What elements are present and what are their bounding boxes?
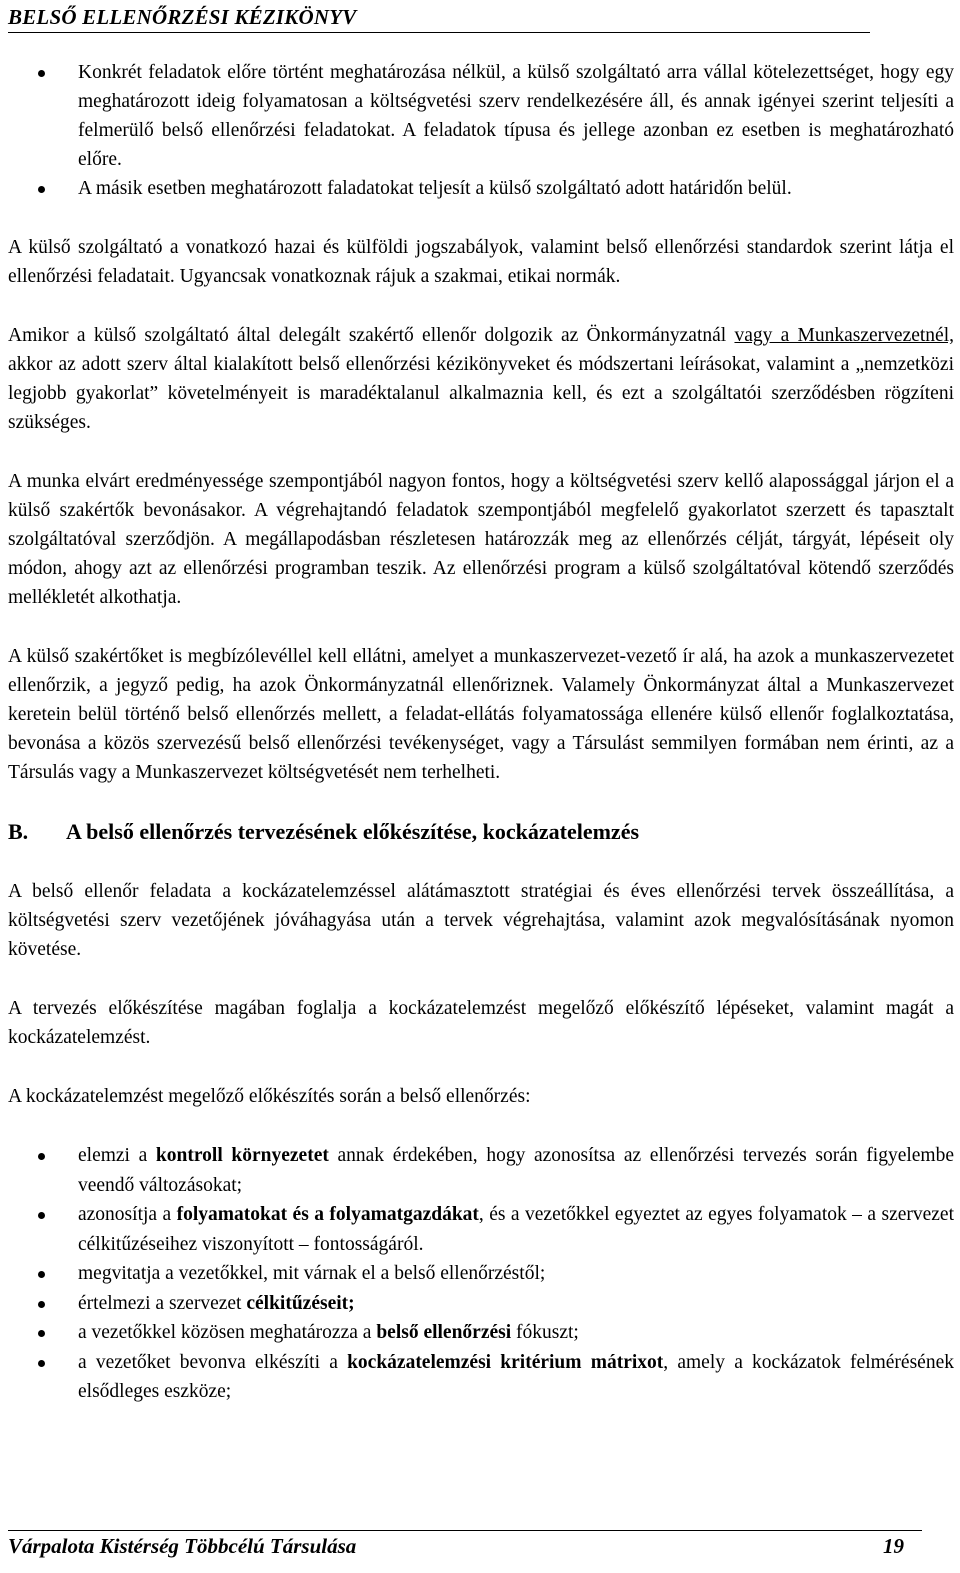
section-title: A belső ellenőrzés tervezésének előkészítése, kockázatelemzés: [66, 819, 640, 844]
list-item: [8, 1259, 954, 1289]
page-header: [8, 2, 870, 33]
bullet-icon: [38, 1271, 45, 1278]
list-item: [8, 1318, 954, 1348]
list-item-text: azonosítja a: [78, 1204, 177, 1225]
list-item-text: Konkrét feladatok előre történt meghatározása nélkül, a külső szolgáltató arra vállal kötelezettséget, hogy egy meghatározott ideig folyamatosan a költségvetési szerv rendelkezésére áll, és annak igényei szerint teljesíti a felmerülő belső ellenőrzési feladatokat. A feladatok típusa és jellege azonban ez esetben is meghatározható előre.: [78, 62, 954, 170]
bold-text: kockázatelemzési kritérium mátrixot: [347, 1351, 664, 1373]
bold-text: célkitűzéseit;: [246, 1292, 355, 1314]
paragraph: [8, 321, 954, 437]
bullet-icon: [38, 1301, 45, 1308]
paragraph: A kockázatelemzést megelőző előkészítés során a belső ellenőrzés:: [8, 1086, 531, 1107]
page-number: 19: [883, 1534, 904, 1558]
bullet-icon: [38, 70, 45, 77]
bullet-icon: [38, 1360, 45, 1367]
section-letter: B.: [8, 819, 29, 844]
list-item-text: a vezetőket bevonva elkészíti a: [78, 1351, 348, 1373]
list-item: [8, 1289, 954, 1319]
bold-text: kontroll környezetet: [155, 1145, 329, 1166]
paragraph: A munka elvárt eredményessége szempontjából nagyon fontos, hogy a költségvetési szerv kellő alapossággal járjon el a külső szakértők bevonásakor. A végrehajtandó feladatok szempontjából megfelelő gyakorlatot szerzett és tapasztalt szolgáltatóval szerződjön. A megállapodásban részletesen határozzák meg az ellenőrzés célját, tárgyát, lépéseit oly módon, ahogy azt az ellenőrzési programban teszik. Az ellenőrzési program a külső szolgáltatóval kötendő szerződés mellékletét alkothatja.: [8, 471, 954, 608]
list-item-text: elemzi a: [78, 1145, 156, 1166]
bullet-icon: [38, 1330, 45, 1337]
list-item-text: , amely a kockázatok felmérésének elsődleges eszköze;: [78, 1351, 954, 1402]
list-item-text: a vezetőkkel közösen meghatározza a: [78, 1322, 377, 1343]
bold-text: folyamatokat és a folyamatgazdákat: [176, 1204, 479, 1225]
paragraph-text: akkor az adott szerv által kialakított belső ellenőrzési kézikönyveket és módszertani leírásokat, valamint a „nemzetközi legjobb gyakorlat” követelményeit is maradéktalanul alkalmaznia kell, és ezt a szolgáltatói szerződésben rögzíteni szükséges.: [8, 354, 954, 433]
list-item: [8, 174, 954, 203]
bullet-icon: [38, 1153, 45, 1160]
bullet-icon: [38, 1212, 45, 1219]
list-item-text: , és a vezetőkkel egyeztet az egyes folyamatok – a szervezet célkitűzéseihez viszonyított – fontosságáról.: [78, 1204, 955, 1255]
page-footer: [8, 1530, 922, 1561]
underlined-text: vagy a Munkaszervezetnél,: [734, 325, 955, 346]
paragraph: A külső szolgáltató a vonatkozó hazai és külföldi jogszabályok, valamint belső ellenőrzési standardok szerint látja el ellenőrzési feladatait. Ugyancsak vonatkoznak rájuk a szakmai, etikai normák.: [8, 237, 954, 287]
bullet-icon: [38, 186, 45, 193]
list-item-text: fókuszt;: [511, 1322, 579, 1343]
list-item-text: A másik esetben meghatározott faladatokat teljesít a külső szolgáltató adott határidőn belül.: [78, 178, 792, 199]
paragraph: A belső ellenőr feladata a kockázatelemzéssel alátámasztott stratégiai és éves ellenőrzési tervek összeállítása, a költségvetési szerv vezetőjének jóváhagyása után a tervek végrehajtása, valamint azok megvalósításának nyomon követése.: [8, 881, 954, 960]
paragraph: A külső szakértőket is megbízólevéllel kell ellátni, amelyet a munkaszervezet-vezető ír alá, ha azok a munkaszervezetet ellenőrzik, a jegyző pedig, ha azok Önkormányzatnál ellenőriznek. Valamely Önkormányzat által a Munkaszervezet keretein belül történő belső ellenőrzés mellett, a feladat-ellátás folyamatossága ellenére külső ellenőr foglalkoztatása, bevonása a közös szervezésű belső ellenőrzési tevékenységet, vagy a Társulást semmilyen formában nem érinti, az a Társulás vagy a Munkaszervezet költségvetését nem terhelheti.: [8, 646, 954, 783]
list-item: [8, 1348, 954, 1407]
top-bullet-list: [8, 58, 954, 203]
page-content: [8, 58, 954, 1407]
list-item: [8, 58, 954, 174]
section-heading: [8, 817, 954, 847]
paragraph: A tervezés előkészítése magában foglalja a kockázatelemzést megelőző előkészítő lépéseket, valamint magát a kockázatelemzést.: [8, 998, 954, 1048]
list-item-text: annak érdekében, hogy azonosítsa az ellenőrzési tervezés során figyelembe veendő változásokat;: [78, 1145, 954, 1196]
footer-organization: Várpalota Kistérség Többcélú Társulása: [8, 1534, 357, 1558]
list-item: [8, 1200, 954, 1259]
bottom-bullet-list: [8, 1141, 954, 1407]
bold-text: belső ellenőrzési: [376, 1322, 512, 1343]
list-item-text: értelmezi a szervezet: [78, 1292, 247, 1314]
paragraph-text: Amikor a külső szolgáltató által delegált szakértő ellenőr dolgozik az Önkormányzatnál: [8, 325, 735, 346]
list-item: [8, 1141, 954, 1200]
list-item-text: megvitatja a vezetőkkel, mit várnak el a belső ellenőrzéstől;: [78, 1263, 546, 1284]
header-title: BELSŐ ELLENŐRZÉSI KÉZIKÖNYV: [8, 5, 357, 29]
